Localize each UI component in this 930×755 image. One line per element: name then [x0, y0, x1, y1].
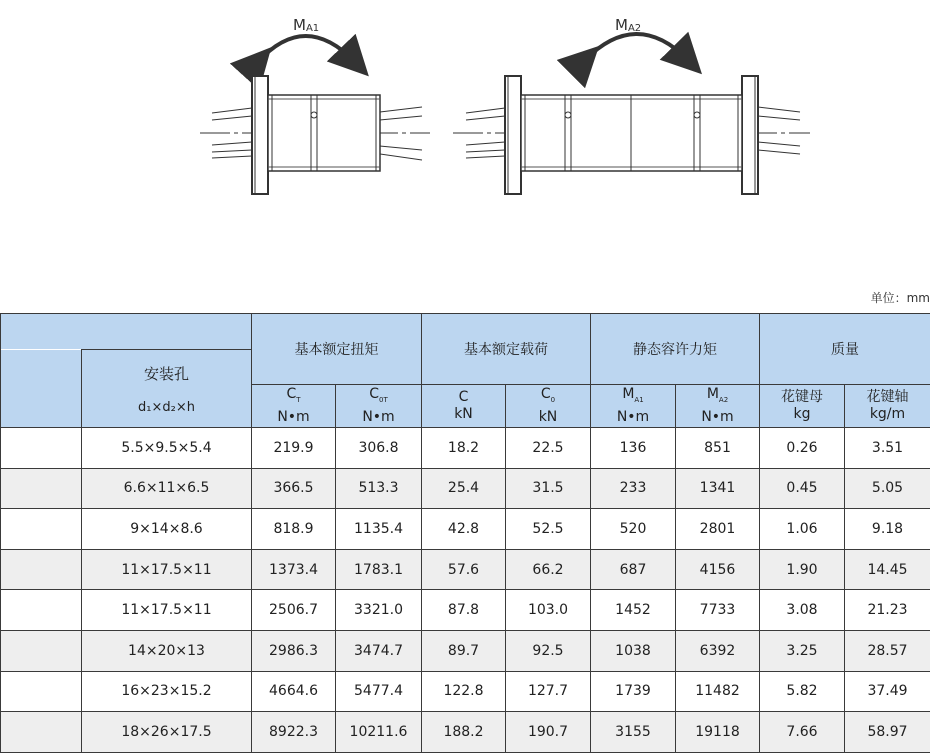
header-mounting-hole	[82, 350, 252, 428]
sub-header-sub: 0T	[379, 395, 388, 404]
moment-subscript: A2	[627, 23, 642, 34]
table-cell: 520	[591, 509, 676, 550]
table-cell: 28.57	[845, 630, 930, 671]
spec-table	[0, 313, 930, 753]
table-cell: 8922.3	[252, 712, 336, 753]
table-cell: 14×20×13	[82, 630, 252, 671]
table-cell: 5477.4	[336, 671, 422, 712]
moment-subscript: A1	[305, 23, 320, 34]
table-cell: 11×17.5×11	[82, 549, 252, 590]
sub-header-sym: C	[286, 386, 297, 403]
table-body	[1, 428, 930, 753]
table-cell: 306.8	[336, 428, 422, 469]
table-cell: 1783.1	[336, 549, 422, 590]
row-blank-cell	[1, 428, 82, 469]
table-cell: 2986.3	[252, 630, 336, 671]
mounting-hole-dims: d₁×d₂×h	[138, 399, 195, 415]
mounting-hole-label: 安装孔	[143, 364, 189, 383]
row-blank-cell	[1, 712, 82, 753]
table-cell: 5.5×9.5×5.4	[82, 428, 252, 469]
sub-header-unit: kN	[538, 408, 558, 425]
sub-header-unit: N•m	[277, 408, 310, 425]
rotation-arrow-ma1	[258, 36, 355, 62]
table-cell: 25.4	[422, 468, 506, 509]
sub-header-unit: kN	[454, 406, 473, 422]
sub-header-sym: C	[458, 389, 469, 405]
table-cell: 57.6	[422, 549, 506, 590]
table-cell: 1452	[591, 590, 676, 631]
header-torque: 基本额定扭矩	[252, 314, 422, 385]
table-row	[1, 712, 930, 753]
row-blank-cell	[1, 671, 82, 712]
table-cell: 1135.4	[336, 509, 422, 550]
moment-diagram	[0, 0, 930, 300]
table-cell: 14.45	[845, 549, 930, 590]
table-cell: 1373.4	[252, 549, 336, 590]
table-cell: 7733	[676, 590, 760, 631]
sub-header-sym: M	[622, 386, 635, 403]
table-cell: 1038	[591, 630, 676, 671]
table-cell: 4664.6	[252, 671, 336, 712]
table-cell: 21.23	[845, 590, 930, 631]
table-cell: 19118	[676, 712, 760, 753]
table-cell: 37.49	[845, 671, 930, 712]
table-cell: 9.18	[845, 509, 930, 550]
sub-header-unit: N•m	[362, 408, 395, 425]
table-cell: 188.2	[422, 712, 506, 753]
table-cell: 4156	[676, 549, 760, 590]
row-blank-cell	[1, 590, 82, 631]
table-cell: 136	[591, 428, 676, 469]
sub-header-nut-mass	[760, 385, 845, 428]
table-cell: 3155	[591, 712, 676, 753]
sub-header-unit: kg/m	[869, 406, 906, 422]
table-row	[1, 428, 930, 469]
table-cell: 16×23×15.2	[82, 671, 252, 712]
sub-header-ma1	[591, 385, 676, 428]
sub-header-ct	[252, 385, 336, 428]
table-cell: 52.5	[506, 509, 591, 550]
table-row	[1, 630, 930, 671]
table-cell: 1739	[591, 671, 676, 712]
rotation-arrow-ma2	[585, 34, 688, 60]
header-moment: 静态容许力矩	[591, 314, 760, 385]
table-cell: 103.0	[506, 590, 591, 631]
table-cell: 5.05	[845, 468, 930, 509]
table-row	[1, 509, 930, 550]
table-cell: 5.82	[760, 671, 845, 712]
sub-header-sub: A2	[718, 395, 729, 404]
table-cell: 6.6×11×6.5	[82, 468, 252, 509]
table-cell: 11482	[676, 671, 760, 712]
table-cell: 3.51	[845, 428, 930, 469]
table-cell: 1341	[676, 468, 760, 509]
table-cell: 31.5	[506, 468, 591, 509]
sub-header-sym: 花键母	[781, 389, 823, 405]
table-cell: 1.06	[760, 509, 845, 550]
table-cell: 6392	[676, 630, 760, 671]
table-cell: 89.7	[422, 630, 506, 671]
sub-header-sym: C	[369, 386, 380, 403]
double-nut-drawing	[453, 34, 810, 194]
table-cell: 687	[591, 549, 676, 590]
sub-header-sym: 花键轴	[866, 389, 909, 405]
row-blank-cell	[1, 630, 82, 671]
table-cell: 818.9	[252, 509, 336, 550]
table-cell: 92.5	[506, 630, 591, 671]
table-cell: 18×26×17.5	[82, 712, 252, 753]
table-cell: 851	[676, 428, 760, 469]
sub-header-c0t	[336, 385, 422, 428]
table-cell: 0.45	[760, 468, 845, 509]
table-cell: 18.2	[422, 428, 506, 469]
sub-header-sub: 0	[550, 395, 556, 404]
moment-label-ma2	[615, 16, 641, 34]
sub-header-ma2	[676, 385, 760, 428]
table-cell: 22.5	[506, 428, 591, 469]
table-cell: 127.7	[506, 671, 591, 712]
table-cell: 233	[591, 468, 676, 509]
row-blank-cell	[1, 468, 82, 509]
table-cell: 2506.7	[252, 590, 336, 631]
row-blank-cell	[1, 509, 82, 550]
moment-symbol: M	[293, 16, 306, 34]
table-cell: 3.08	[760, 590, 845, 631]
table-cell: 366.5	[252, 468, 336, 509]
sub-header-unit: kg	[793, 406, 811, 422]
header-blank-left	[1, 350, 82, 428]
table-cell: 513.3	[336, 468, 422, 509]
table-cell: 122.8	[422, 671, 506, 712]
table-cell: 3321.0	[336, 590, 422, 631]
sub-header-unit: N•m	[701, 408, 734, 425]
table-cell: 66.2	[506, 549, 591, 590]
moment-label-ma1	[293, 16, 319, 34]
table-cell: 0.26	[760, 428, 845, 469]
spline-nut-drawings	[0, 0, 930, 300]
sub-header-sym: M	[706, 386, 719, 403]
sub-header-c0	[506, 385, 591, 428]
moment-symbol: M	[615, 16, 628, 34]
table-cell: 42.8	[422, 509, 506, 550]
table-cell: 190.7	[506, 712, 591, 753]
table-cell: 3.25	[760, 630, 845, 671]
sub-header-unit: N•m	[616, 408, 650, 425]
sub-header-sub: A1	[634, 395, 644, 404]
table-row	[1, 590, 930, 631]
sub-header-sym: C	[540, 386, 551, 403]
table-cell: 10211.6	[336, 712, 422, 753]
table-row	[1, 468, 930, 509]
table-cell: 11×17.5×11	[82, 590, 252, 631]
table-cell: 219.9	[252, 428, 336, 469]
table-row	[1, 549, 930, 590]
single-nut-drawing	[200, 36, 430, 194]
header-load: 基本额定载荷	[422, 314, 591, 385]
unit-label: 单位：mm	[870, 291, 930, 305]
table-cell: 7.66	[760, 712, 845, 753]
sub-header-sub: T	[296, 395, 301, 404]
row-blank-cell	[1, 549, 82, 590]
table-cell: 9×14×8.6	[82, 509, 252, 550]
table-cell: 2801	[676, 509, 760, 550]
table-cell: 87.8	[422, 590, 506, 631]
table-cell: 1.90	[760, 549, 845, 590]
sub-header-shaft-mass	[845, 385, 930, 428]
header-mass: 质量	[760, 314, 930, 385]
table-cell: 58.97	[845, 712, 930, 753]
header-blank	[1, 314, 252, 350]
sub-header-c	[422, 385, 506, 428]
table-cell: 3474.7	[336, 630, 422, 671]
table-row	[1, 671, 930, 712]
